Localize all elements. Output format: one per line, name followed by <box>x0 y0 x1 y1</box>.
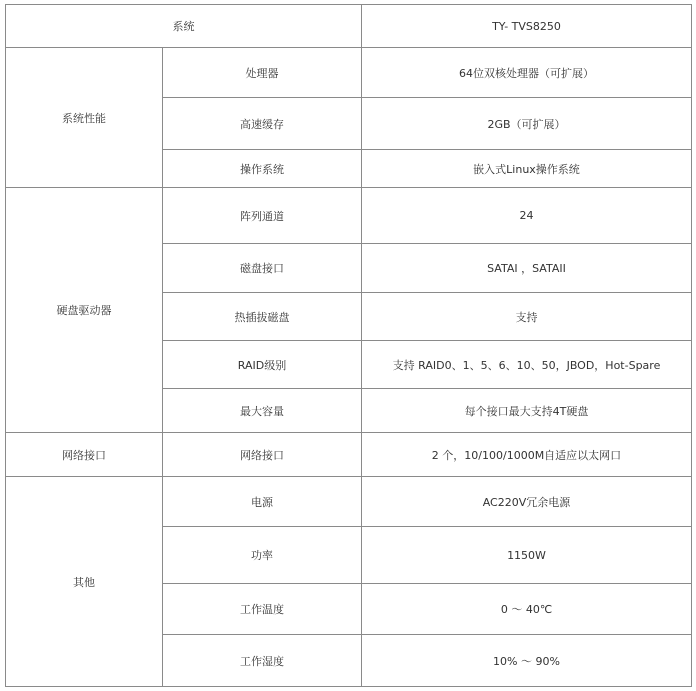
spec-label: 阵列通道 <box>163 188 362 244</box>
group-name: 硬盘驱动器 <box>6 188 163 433</box>
spec-label: 操作系统 <box>163 150 362 188</box>
table-row <box>6 477 692 527</box>
spec-label: 电源 <box>163 477 362 527</box>
spec-value: 10% ～ 90% <box>362 635 692 687</box>
table-row <box>6 433 692 477</box>
group-name: 系统性能 <box>6 48 163 188</box>
spec-label: 高速缓存 <box>163 98 362 150</box>
spec-label: 最大容量 <box>163 389 362 433</box>
spec-value: 2 个，10/100/1000M自适应以太网口 <box>362 433 692 477</box>
spec-label: 网络接口 <box>163 433 362 477</box>
spec-value: 嵌入式Linux操作系统 <box>362 150 692 188</box>
table-row <box>6 188 692 244</box>
spec-label: 处理器 <box>163 48 362 98</box>
header-label: 系统 <box>6 5 362 48</box>
spec-label: 工作湿度 <box>163 635 362 687</box>
spec-label: 磁盘接口 <box>163 244 362 293</box>
spec-value: SATAI ，SATAII <box>362 244 692 293</box>
group-name: 其他 <box>6 477 163 687</box>
table-header-row <box>6 5 692 48</box>
spec-value: 2GB（可扩展） <box>362 98 692 150</box>
spec-label: RAID级别 <box>163 341 362 389</box>
spec-value: 64位双核处理器（可扩展） <box>362 48 692 98</box>
spec-table <box>5 4 692 687</box>
spec-label: 热插拔磁盘 <box>163 293 362 341</box>
spec-value: 支持 RAID0、1、5、6、10、50，JBOD，Hot-Spare <box>362 341 692 389</box>
spec-value: 0 ～ 40℃ <box>362 584 692 635</box>
header-value: TY- TVS8250 <box>362 5 692 48</box>
spec-value: AC220V冗余电源 <box>362 477 692 527</box>
spec-value: 1150W <box>362 527 692 584</box>
spec-value: 24 <box>362 188 692 244</box>
spec-value: 支持 <box>362 293 692 341</box>
group-name: 网络接口 <box>6 433 163 477</box>
spec-value: 每个接口最大支持4T硬盘 <box>362 389 692 433</box>
spec-label: 工作温度 <box>163 584 362 635</box>
spec-label: 功率 <box>163 527 362 584</box>
table-row <box>6 48 692 98</box>
